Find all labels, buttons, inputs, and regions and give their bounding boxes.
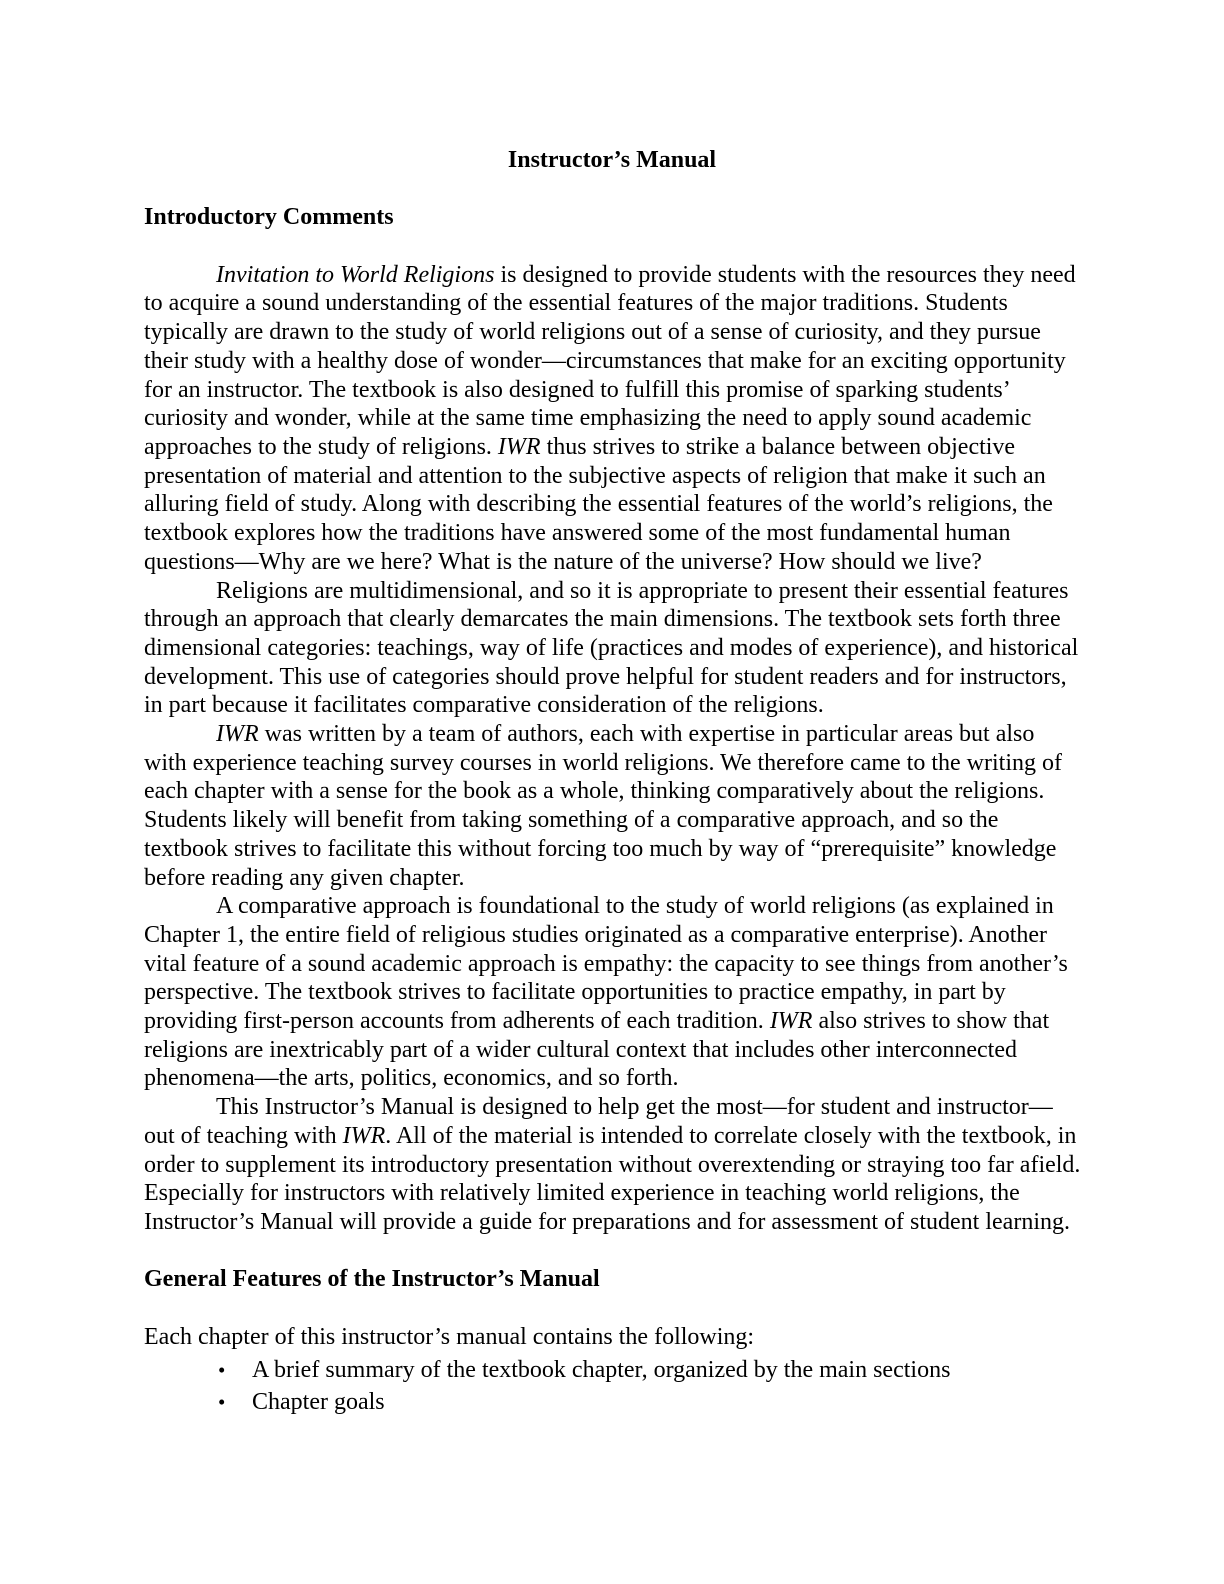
text-run: with experience teaching survey courses in world religions. We therefore came to the writing of [144,749,1062,776]
text-run: before reading any given chapter. [144,864,465,891]
text-run: order to supplement its introductory presentation without overextending or straying too far afield. [144,1151,1081,1178]
text-run: for an instructor. The textbook is also designed to fulfill this promise of sparking students’ [144,376,1011,403]
paragraph [144,1323,1080,1352]
text-run: Chapter 1, the entire field of religious studies originated as a comparative enterprise). Another [144,921,1048,948]
text-run: A comparative approach is foundational to the study of world religions (as explained in [216,893,1054,920]
italic-text-run: IWR [216,721,259,748]
text-run: Instructor’s Manual will provide a guide for preparations and for assessment of student learning. [144,1208,1070,1235]
text-line [144,1122,1080,1151]
text-run: This Instructor’s Manual is designed to help get the most—for student and instructor— [216,1094,1053,1121]
italic-text-run: IWR [769,1008,813,1035]
text-run: typically are drawn to the study of world religions out of a sense of curiosity, and they pursue [144,319,1041,346]
paragraph [144,892,1080,1093]
text-line [144,663,1080,692]
text-run: providing first-person accounts from adherents of each tradition. [144,1008,770,1035]
text-line [144,749,1080,778]
text-line [144,1179,1080,1208]
text-line [144,1151,1080,1180]
text-run: Religions are multidimensional, and so it is appropriate to present their essential features [216,577,1069,604]
text-line [144,605,1080,634]
text-run: to acquire a sound understanding of the essential features of the major traditions. Students [144,290,1008,317]
text-run: was written by a team of authors, each with expertise in particular areas but also [258,721,1035,748]
text-line [144,577,1080,606]
text-line [144,777,1080,806]
text-run: is designed to provide students with the resources they need [494,261,1076,288]
text-line [144,1208,1080,1237]
italic-text-run: Invitation to World Religions [216,261,495,288]
text-run: their study with a healthy dose of wonder—circumstances that make for an exciting opportunity [144,347,1066,374]
paragraph [144,577,1080,721]
italic-text-run: IWR [497,434,541,460]
paragraph [144,1093,1080,1237]
text-line [144,404,1080,433]
bullet-icon: • [218,1390,226,1415]
text-line [144,864,1080,893]
text-run: textbook explores how the traditions have answered some of the most fundamental human [144,520,1011,547]
text-line [144,1007,1080,1036]
text-run: perspective. The textbook strives to facilitate opportunities to practice empathy, in part by [144,979,1006,1006]
text-line [144,462,1080,491]
text-run: questions—Why are we here? What is the nature of the universe? How should we live? [144,548,982,575]
text-run: out of teaching with [144,1122,343,1149]
text-run: presentation of material and attention to the subjective aspects of religion that make it such an [144,462,1046,489]
text-run: also strives to show that [812,1008,1050,1035]
text-run: through an approach that clearly demarcates the main dimensions. The textbook sets forth three [144,606,1061,633]
text-run: Especially for instructors with relatively limited experience in teaching world religions, the [144,1180,1020,1207]
text-line [144,1323,1080,1352]
text-line [144,720,1080,749]
text-line [144,347,1080,376]
text-line [144,289,1080,318]
document-title: Instructor’s Manual [507,147,717,173]
paragraph [144,720,1080,892]
text-run: vital feature of a sound academic approach is empathy: the capacity to see things from another’s [144,950,1068,977]
text-run: . All of the material is intended to correlate closely with the textbook, in [385,1122,1077,1149]
text-line [144,921,1080,950]
bullet-item [144,1386,1080,1418]
text-line [144,1036,1080,1065]
text-run: textbook strives to facilitate this without forcing too much by way of “prerequisite” knowledge [144,835,1057,862]
paragraph [144,261,1080,577]
section-heading: Introductory Comments [144,204,394,231]
text-line [144,950,1080,979]
text-line [144,548,1080,577]
text-line [144,433,1080,462]
text-line [144,519,1080,548]
text-run: curiosity and wonder, while at the same time emphasizing the need to apply sound academic [144,405,1032,432]
text-line [144,691,1080,720]
text-line [144,1064,1080,1093]
bullet-icon: • [218,1358,226,1383]
text-run: thus strives to strike a balance between objective [540,434,1016,460]
text-line [144,634,1080,663]
text-run: Each chapter of this instructor’s manual contains the following: [144,1323,755,1350]
bullet-text: Chapter goals [252,1389,385,1416]
text-run: religions are inextricably part of a wider cultural context that includes other interconnected [144,1036,1017,1063]
text-run: development. This use of categories should prove helpful for student readers and for instructors, [144,663,1067,690]
bullet-text: A brief summary of the textbook chapter, organized by the main sections [252,1357,951,1384]
bullet-item [144,1354,1080,1386]
text-line [144,376,1080,405]
text-line [144,1093,1080,1122]
text-run: dimensional categories: teachings, way of life (practices and modes of experience), and historical [144,634,1079,661]
text-run: approaches to the study of religions. [144,434,498,460]
text-run: alluring field of study. Along with describing the essential features of the world’s religions, the [144,491,1053,518]
italic-text-run: IWR [342,1122,386,1149]
text-line [144,835,1080,864]
text-run: each chapter with a sense for the book as a whole, thinking comparatively about the religions. [144,778,1045,805]
text-line [144,978,1080,1007]
text-line [144,892,1080,921]
text-line [144,490,1080,519]
section-heading: General Features of the Instructor’s Manual [144,1266,600,1293]
text-run: Students likely will benefit from taking something of a comparative approach, and so the [144,807,999,834]
text-line [144,318,1080,347]
text-line [144,261,1080,290]
text-line [144,806,1080,835]
text-run: in part because it facilitates comparative consideration of the religions. [144,692,824,719]
document-body [144,203,1080,1418]
text-run: phenomena—the arts, politics, economics, and so forth. [144,1065,679,1092]
